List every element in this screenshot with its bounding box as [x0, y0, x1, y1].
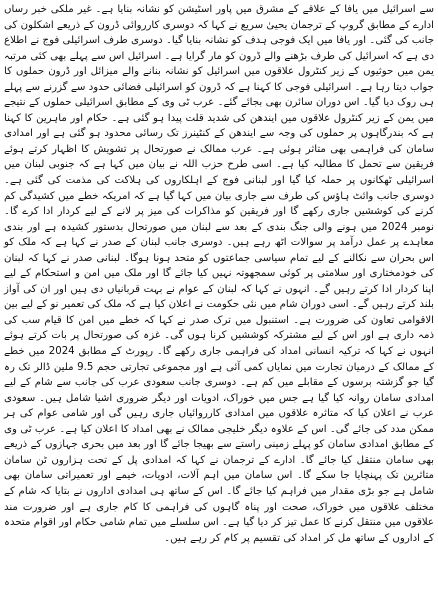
article-body: سے اسرائیل میں یافا کے علاقے کے مشرق میں پاور اسٹیشن کو نشانہ بنایا ہے۔ غیر ملکی خبر رساں ادارے کے مطابق گروپ کے ترجمان یحییٰ سریع نے کہا کہ دوسری کارروائی ڈرون کے ذریعے اشکلون کی جانب کی گئی۔ اور یافا میں ایک فوجی ہدف کو نشانہ بنایا گیا۔ دوسری طرف اسرائیلی فوج نے اطلاع دی ہے کہ اسرائیل کی طرف بڑھنے والے ڈرون کو مار گرایا ہے۔ اسرائیل اس سے پہلے بھی کئی مرتبہ یمن میں حوثیوں کے زیر کنٹرول علاقوں میں اسرائیل کو نشانہ بنانے والے میزائل اور ڈرون حملوں کا جواب دیتا رہا ہے۔ اسرائیلی فوجی کا کہنا ہے کہ ڈرون کو اسرائیلی فضائی حدود سے گزرنے سے پہلے ہی روک دیا گیا۔ اس دوران سائرن بھی بجائے گئے۔ عرب ٹی وی کے مطابق اسرائیلی حملوں کے نتیجے میں یمن کے زیر کنٹرول علاقوں میں ایندھن کی شدید قلت پیدا ہو گئی ہے۔ حکام اور ماہرین کا کہنا ہے کہ بندرگاہوں پر حملوں کی وجہ سے ایندھن کے کنٹینرز تک رسائی محدود ہو گئی ہے اور امدادی سامان کی فراہمی بھی متاثر ہوئی ہے۔ عرب ممالک نے صورتحال پر تشویش کا اظہار کرتے ہوئے فریقین سے تحمل کا مطالبہ کیا ہے۔ اسی طرح حزب اللہ نے بیان میں کہا ہے کہ جنوبی لبنان میں اسرائیلی ٹھکانوں پر حملہ کیا گیا اور لبنانی فوج کے اہلکاروں کی ہلاکت کی مذمت کی گئی ہے۔ دوسری جانب وائٹ ہاؤس کی طرف سے جاری بیان میں کہا گیا ہے کہ امریکہ خطے میں کشیدگی کم کرنے کی کوششیں جاری رکھے گا اور فریقین کو مذاکرات کی میز پر لانے کے لیے کردار ادا کرے گا۔ نومبر 2024 میں ہونے والی جنگ بندی کے بعد سے لبنان میں صورتحال بدستور کشیدہ ہے اور بندی معاہدے پر عمل درآمد پر سوالات اٹھ رہے ہیں۔ دوسری جانب لبنان کے صدر نے کہا ہے کہ ملک کو اس بحران سے نکالنے کے لیے تمام سیاسی جماعتوں کو متحد ہونا ہوگا۔ لبنانی صدر نے کہا کہ لبنان کی خودمختاری اور سلامتی پر کوئی سمجھوتہ نہیں کیا جائے گا اور ملک میں امن و استحکام کے لیے اپنا کردار ادا کرتے رہیں گے۔ انہوں نے کہا کہ لبنان کے عوام نے بہت قربانیاں دی ہیں اور ان کی آواز بلند کرتے رہیں گے۔ اسی دوران شام میں نئی حکومت نے اعلان کیا ہے کہ ملک کی تعمیر نو کے لیے بین الاقوامی تعاون کی ضرورت ہے۔ استنبول میں ترک صدر نے کہا کہ خطے میں امن کا قیام سب کی ذمہ داری ہے اور اس کے لیے مشترکہ کوششیں کرنا ہوں گی۔ غزہ کی صورتحال پر بات کرتے ہوئے انہوں نے کہا کہ ترکیہ انسانی امداد کی فراہمی جاری رکھے گا۔ رپورٹ کے مطابق 2024 میں خطے کے ممالک کے درمیان تجارت میں نمایاں کمی آئی ہے اور مجموعی تجارتی حجم 9.5 ملین ڈالر تک رہ گیا جو گزشتہ برسوں کے مقابلے میں کم ہے۔ دوسری جانب سعودی عرب کی جانب سے شام کے لیے امدادی سامان روانہ کیا گیا ہے جس میں خوراک، ادویات اور دیگر ضروری اشیا شامل ہیں۔ سعودی عرب نے اعلان کیا کہ متاثرہ علاقوں میں امدادی کارروائیاں جاری رہیں گی اور شامی عوام کی ہر ممکن مدد کی جائے گی۔ اس کے علاوہ دیگر خلیجی ممالک نے بھی امداد کا اعلان کیا ہے۔ عرب ٹی وی کے مطابق امدادی سامان کو پہلے زمینی راستے سے بھیجا جائے گا اور بعد میں بحری جہازوں کے ذریعے بھی سامان منتقل کیا جائے گا۔ ادارے کے ترجمان نے کہا کہ امدادی پل کے تحت ہزاروں ٹن سامان متاثرین تک پہنچایا جا سکے گا۔ اس سامان میں اہم آلات، ادویات، خیمے اور تعمیراتی سامان بھی شامل ہے جو بڑی مقدار میں فراہم کیا جائے گا۔ اس کے ساتھ ہی امدادی اداروں نے بتایا کہ شام کے مختلف علاقوں میں خوراک، صحت اور پناہ گاہوں کی فراہمی کا کام جاری ہے اور ضرورت مند علاقوں میں منتقل کرنے کا عمل تیز کر دیا گیا ہے۔ اس سلسلے میں تمام شامی حکام اور اقوام متحدہ کے اداروں کے ساتھ مل کر امداد کی تقسیم پر کام کر رہے ہیں۔	[4, 4, 434, 544]
